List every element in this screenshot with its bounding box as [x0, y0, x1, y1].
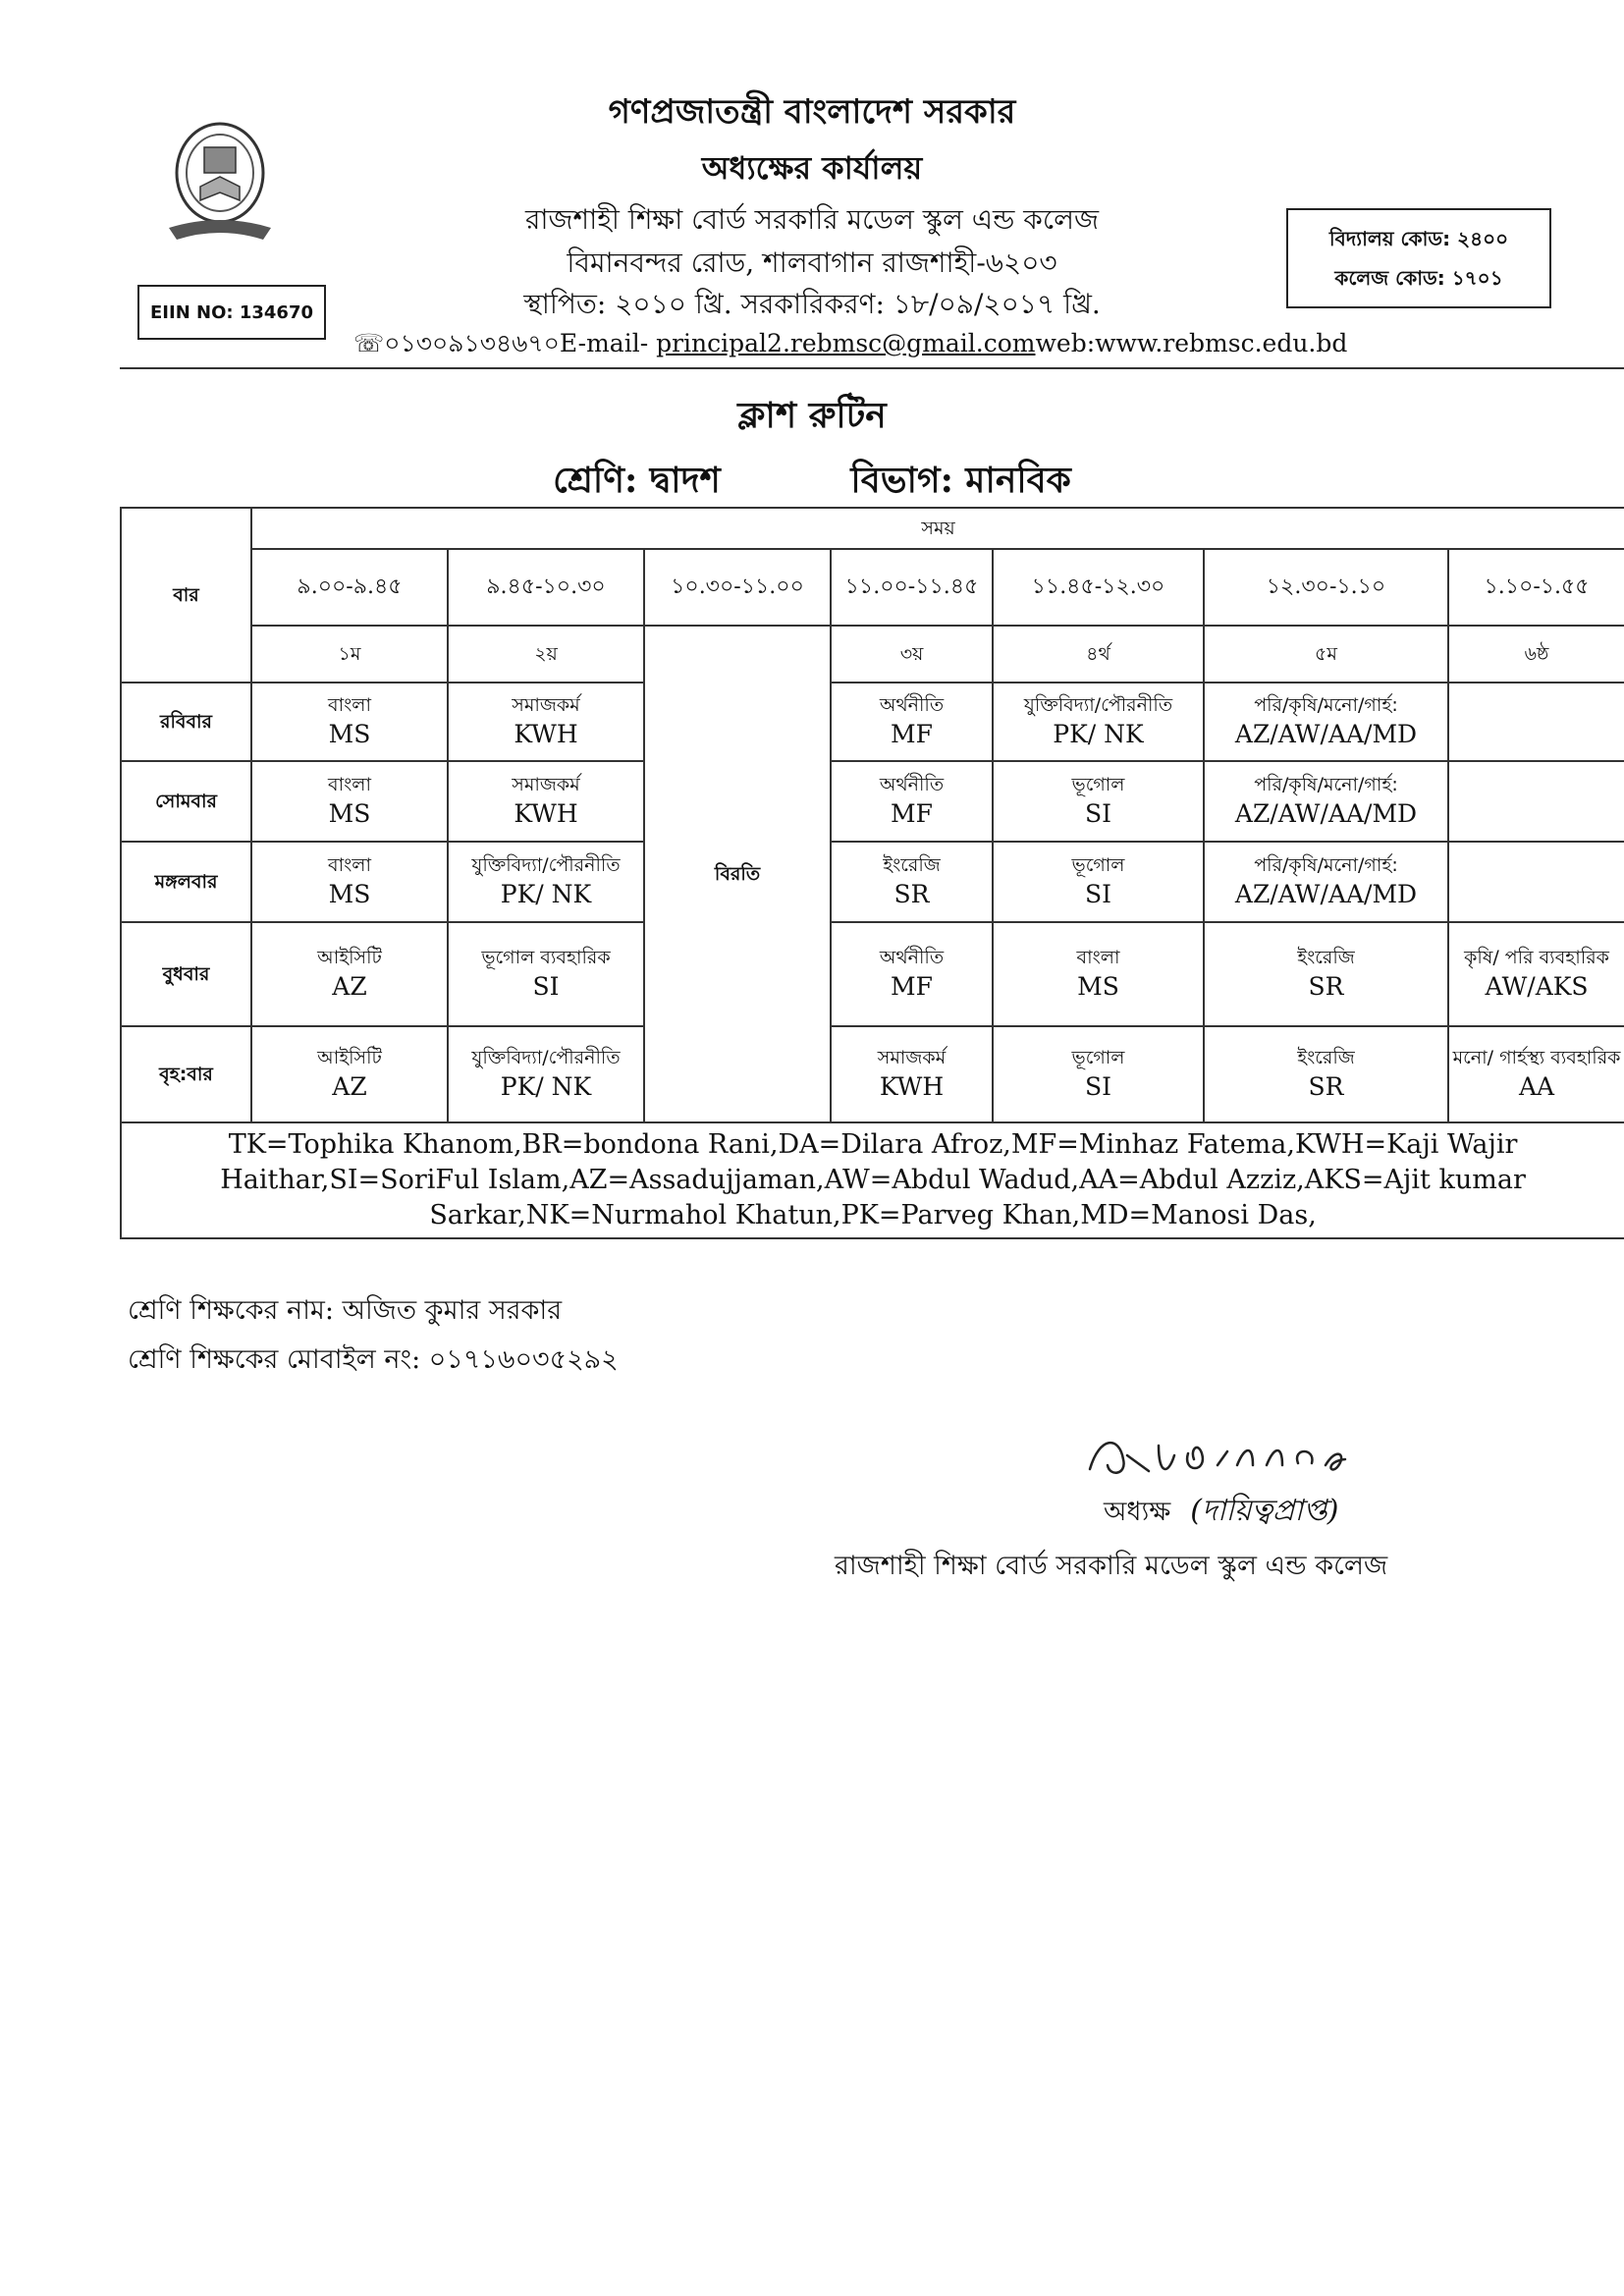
subject: ভূগোল: [1071, 1047, 1125, 1068]
subject: সমাজকর্ম: [877, 1047, 947, 1068]
class-cell: [448, 1026, 644, 1122]
subject: সমাজকর্ম: [512, 694, 580, 716]
teacher: AZ/AW/AA/MD: [1234, 880, 1418, 908]
designation: [1104, 1487, 1338, 1537]
email-link[interactable]: principal2.rebmsc@gmail.com: [656, 329, 1036, 357]
class-cell: [1204, 761, 1448, 842]
subject: যুক্তিবিদ্যা/পৌরনীতি: [1023, 694, 1173, 716]
subject: অর্থনীতি: [879, 694, 945, 716]
teacher: MS: [328, 880, 371, 908]
government-title: গণপ্রজাতন্ত্রী বাংলাদেশ সরকার: [608, 92, 1016, 132]
teacher: AZ/AW/AA/MD: [1234, 720, 1418, 748]
class-cell: [251, 761, 448, 842]
class-cell: [831, 842, 993, 922]
subject: আইসিটি: [317, 1047, 382, 1068]
subject: সমাজকর্ম: [512, 774, 580, 795]
routine-title: ক্লাশ রুটিন: [737, 395, 887, 436]
teacher: SI: [532, 972, 560, 1001]
class-cell: [1448, 683, 1624, 761]
teacher-legend: TK=Tophika Khanom,BR=bondona Rani,DA=Dilara Afroz,MF=Minhaz Fatema,KWH=Kaji Wajir Haithar,SI=SoriFul Islam,AZ=Assadujjaman,AW=Abdul Wadud,AA=Abdul Azziz,AKS=Ajit kumar Sarkar,NK=Nurmahol Khatun,PK=Parveg Khan,MD=Manosi Das,: [121, 1122, 1624, 1238]
time-slot: ৯.০০-৯.৪৫: [251, 549, 448, 626]
class-cell: [448, 761, 644, 842]
establishment-info: স্থাপিত: ২০১০ খ্রি. সরকারিকরণ: ১৮/০৯/২০১৭ খ্রি.: [523, 288, 1101, 320]
time-slot: ১০.৩০-১১.০০: [644, 549, 831, 626]
class-teacher-mobile: শ্রেণি শিক্ষকের মোবাইল নং: ০১৭১৬০৩৫২৯২: [128, 1344, 619, 1375]
class-cell: [1448, 842, 1624, 922]
class-cell: [251, 922, 448, 1026]
day-cell: বৃহ:বার: [121, 1026, 251, 1122]
class-cell: [1448, 922, 1624, 1026]
teacher: PK/ NK: [1053, 720, 1144, 748]
footer-institution-name: রাজশাহী শিক্ষা বোর্ড সরকারি মডেল স্কুল এন্ড কলেজ: [835, 1551, 1388, 1581]
subject: অর্থনীতি: [879, 947, 945, 968]
subject: অর্থনীতি: [879, 774, 945, 795]
subject: ইংরেজি: [883, 854, 941, 876]
class-routine-table: [120, 507, 1624, 1239]
principal-signature: [1080, 1426, 1492, 1493]
class-cell: [831, 761, 993, 842]
time-slot: ১১.০০-১১.৪৫: [831, 549, 993, 626]
teacher: MF: [891, 799, 933, 828]
eiin-box: EIIN NO: 134670: [137, 285, 326, 340]
time-slot: ১২.৩০-১.১০: [1204, 549, 1448, 626]
class-cell: [993, 1026, 1204, 1122]
teacher: SI: [1084, 799, 1111, 828]
subject: মনো/ গার্হস্থ্য ব্যবহারিক: [1452, 1047, 1621, 1068]
class-line: [0, 454, 1624, 513]
class-cell: [993, 842, 1204, 922]
class-cell: [831, 683, 993, 761]
period-label: ১ম: [251, 626, 448, 683]
time-header: সময়: [251, 508, 1624, 549]
class-cell: [448, 683, 644, 761]
teacher: AA: [1518, 1072, 1555, 1101]
designation-note: (দায়িত্বপ্রাপ্ত): [1190, 1494, 1339, 1528]
teacher: KWH: [514, 799, 578, 828]
day-cell: সোমবার: [121, 761, 251, 842]
period-label: ২য়: [448, 626, 644, 683]
class-cell: [448, 922, 644, 1026]
subject: বাংলা: [328, 694, 371, 716]
day-cell: বুধবার: [121, 922, 251, 1026]
class-cell: [251, 1026, 448, 1122]
teacher: SR: [893, 880, 930, 908]
college-code: কলেজ কোড: ১৭০১: [1334, 266, 1503, 290]
class-cell: [993, 761, 1204, 842]
table-row: [121, 683, 1624, 761]
teacher: MS: [328, 799, 371, 828]
subject: পরি/কৃষি/মনো/গার্হ:: [1254, 854, 1398, 876]
teacher: MF: [891, 720, 933, 748]
subject: ইংরেজি: [1297, 1047, 1355, 1068]
class-cell: [251, 842, 448, 922]
contact-line: [353, 324, 1347, 366]
teacher: SR: [1308, 972, 1344, 1001]
table-row: [121, 761, 1624, 842]
designation-title: অধ্যক্ষ: [1104, 1497, 1171, 1527]
table-row: [121, 842, 1624, 922]
table-row: [121, 1026, 1624, 1122]
subject: যুক্তিবিদ্যা/পৌরনীতি: [471, 854, 621, 876]
teacher: SI: [1084, 880, 1111, 908]
subject: কৃষি/ পরি ব্যবহারিক: [1464, 947, 1609, 968]
subject: পরি/কৃষি/মনো/গার্হ:: [1254, 694, 1398, 716]
class-cell: [448, 842, 644, 922]
day-cell: মঙ্গলবার: [121, 842, 251, 922]
period-label: ৫ম: [1204, 626, 1448, 683]
web-text: web:www.rebmsc.edu.bd: [1035, 329, 1348, 357]
subject: যুক্তিবিদ্যা/পৌরনীতি: [471, 1047, 621, 1068]
class-cell: [1204, 922, 1448, 1026]
period-label: ৬ষ্ঠ: [1448, 626, 1624, 683]
institution-name: রাজশাহী শিক্ষা বোর্ড সরকারি মডেল স্কুল এন্ড কলেজ: [524, 203, 1100, 236]
subject: ভূগোল: [1071, 774, 1125, 795]
code-box: [1286, 208, 1551, 308]
period-label: ৪র্থ: [993, 626, 1204, 683]
phone-text: ☏০১৩০৯১৩৪৬৭০E-mail-: [353, 329, 657, 357]
institution-address: বিমানবন্দর রোড, শালবাগান রাজশাহী-৬২০৩: [567, 246, 1057, 279]
teacher: AZ: [332, 972, 367, 1001]
day-cell: রবিবার: [121, 683, 251, 761]
subject: ভূগোল: [1071, 854, 1125, 876]
class-cell: [1448, 1026, 1624, 1122]
subject: পরি/কৃষি/মনো/গার্হ:: [1254, 774, 1398, 795]
school-code: বিদ্যালয় কোড: ২৪০০: [1328, 227, 1509, 250]
class-teacher-name: শ্রেণি শিক্ষকের নাম: অজিত কুমার সরকার: [128, 1295, 563, 1326]
class-cell: [1204, 683, 1448, 761]
subject: বাংলা: [328, 774, 371, 795]
period-label: ৩য়: [831, 626, 993, 683]
class-label: শ্রেণি: দ্বাদশ: [553, 460, 721, 501]
subject: আইসিটি: [317, 947, 382, 968]
teacher: SI: [1084, 1072, 1111, 1101]
teacher: AZ: [332, 1072, 367, 1101]
class-cell: [1448, 761, 1624, 842]
time-slot: ৯.৪৫-১০.৩০: [448, 549, 644, 626]
class-cell: [251, 683, 448, 761]
teacher: SR: [1308, 1072, 1344, 1101]
class-cell: [1204, 1026, 1448, 1122]
teacher: AW/AKS: [1485, 972, 1589, 1001]
class-cell: [1204, 842, 1448, 922]
class-cell: [993, 922, 1204, 1026]
teacher: MS: [328, 720, 371, 748]
teacher: PK/ NK: [500, 1072, 592, 1101]
subject: ইংরেজি: [1297, 947, 1355, 968]
subject: বাংলা: [328, 854, 371, 876]
table-row: [121, 922, 1624, 1026]
office-title: অধ্যক্ষের কার্যালয়: [701, 149, 923, 187]
class-cell: [831, 1026, 993, 1122]
time-slot: ১১.৪৫-১২.৩০: [993, 549, 1204, 626]
teacher: MF: [891, 972, 933, 1001]
header-divider: [120, 367, 1624, 369]
teacher: KWH: [514, 720, 578, 748]
teacher: PK/ NK: [500, 880, 592, 908]
class-cell: [993, 683, 1204, 761]
teacher: KWH: [879, 1072, 945, 1101]
subject: বাংলা: [1076, 947, 1120, 968]
teacher: MS: [1077, 972, 1119, 1001]
subject: ভূগোল ব্যবহারিক: [481, 947, 611, 968]
class-cell: [831, 922, 993, 1026]
department-label: বিভাগ: মানবিক: [850, 460, 1071, 501]
teacher: AZ/AW/AA/MD: [1234, 799, 1418, 828]
time-slot: ১.১০-১.৫৫: [1448, 549, 1624, 626]
day-header: বার: [121, 508, 251, 683]
break-cell: বিরতি: [644, 626, 831, 1122]
